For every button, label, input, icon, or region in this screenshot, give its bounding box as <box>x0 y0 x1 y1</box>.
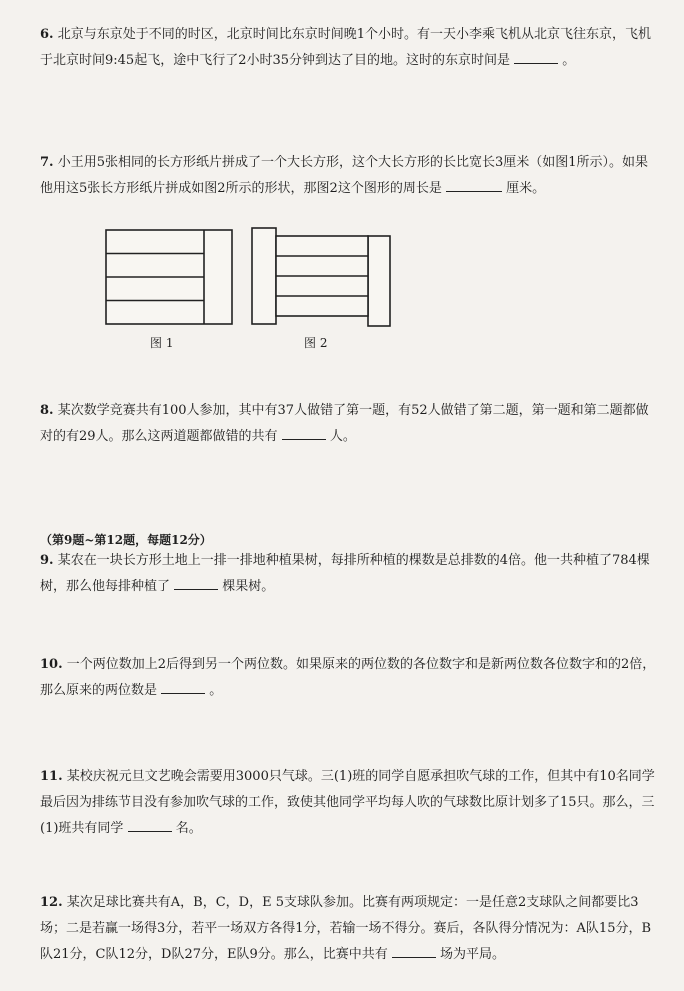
question-text: 某次数学竞赛共有100人参加，其中有37人做错了第一题，有52人做错了第二题，第一题和第二题都做对的有29人。那么这两道题都做错的共有 <box>40 403 649 444</box>
question-text: 某次足球比赛共有A，B，C，D，E 5支球队参加。比赛有两项规定：一是任意2支球队之间都要比3场；二是若赢一场得3分，若平一场双方各得1分，若输一场不得分。赛后，各队得分情况为：A队15分，B队21分，C队12分，D队27分，E队9分。那么，比赛中共有 <box>40 895 652 962</box>
question-10 <box>40 652 658 704</box>
question-number: 8. <box>40 403 54 418</box>
question-number: 11. <box>40 769 63 784</box>
question-tail: 场为平局。 <box>440 947 506 962</box>
question-6 <box>40 22 658 74</box>
question-text: 北京与东京处于不同的时区，北京时间比东京时间晚1个小时。有一天小李乘飞机从北京飞往东京，飞机于北京时间9:45起飞，途中飞行了2小时35分钟到达了目的地。这时的东京时间是 <box>40 27 651 68</box>
question-11 <box>40 764 658 842</box>
answer-blank[interactable] <box>446 176 502 192</box>
figure-1-diagram <box>104 226 234 328</box>
question-number: 9. <box>40 553 54 568</box>
figure-2-caption: 图 2 <box>304 336 328 350</box>
question-tail: 人。 <box>329 429 356 444</box>
question-text: 某校庆祝元旦文艺晚会需要用3000只气球。三(1)班的同学自愿承担吹气球的工作，但其中有10名同学最后因为排练节目没有参加吹气球的工作，致使其他同学平均每人吹的气球数比原计划多了15只。那么，三(1)班共有同学 <box>40 769 655 836</box>
section-heading: （第9题~第12题，每题12分） <box>40 533 212 547</box>
question-tail: 。 <box>209 683 223 698</box>
question-number: 6. <box>40 27 54 42</box>
question-text: 一个两位数加上2后得到另一个两位数。如果原来的两位数的各位数字和是新两位数各位数字和的2倍，那么原来的两位数是 <box>40 657 656 698</box>
question-8 <box>40 398 658 450</box>
answer-blank[interactable] <box>514 48 558 64</box>
question-tail: 。 <box>562 53 576 68</box>
answer-blank[interactable] <box>282 424 326 440</box>
question-9 <box>40 548 658 600</box>
question-number: 10. <box>40 657 63 672</box>
question-number: 12. <box>40 895 63 910</box>
answer-blank[interactable] <box>128 816 172 832</box>
answer-blank[interactable] <box>161 678 205 694</box>
figure-1-caption: 图 1 <box>150 336 174 350</box>
fig2-left-bar <box>252 228 276 324</box>
question-number: 7. <box>40 155 54 170</box>
question-12 <box>40 890 658 968</box>
question-tail: 厘米。 <box>506 181 546 196</box>
figure-2-diagram <box>250 226 392 328</box>
question-7 <box>40 150 658 202</box>
fig2-right-bar <box>368 236 390 326</box>
question-tail: 棵果树。 <box>222 579 275 594</box>
answer-blank[interactable] <box>392 942 436 958</box>
question-text: 小王用5张相同的长方形纸片拼成了一个大长方形，这个大长方形的长比宽长3厘米（如图1所示）。如果他用这5张长方形纸片拼成如图2所示的形状，那图2这个图形的周长是 <box>40 155 649 196</box>
question-text: 某农在一块长方形土地上一排一排地种植果树，每排所种植的棵数是总排数的4倍。他一共种植了784棵树，那么他每排种植了 <box>40 553 650 594</box>
answer-blank[interactable] <box>174 574 218 590</box>
question-tail: 名。 <box>175 821 202 836</box>
